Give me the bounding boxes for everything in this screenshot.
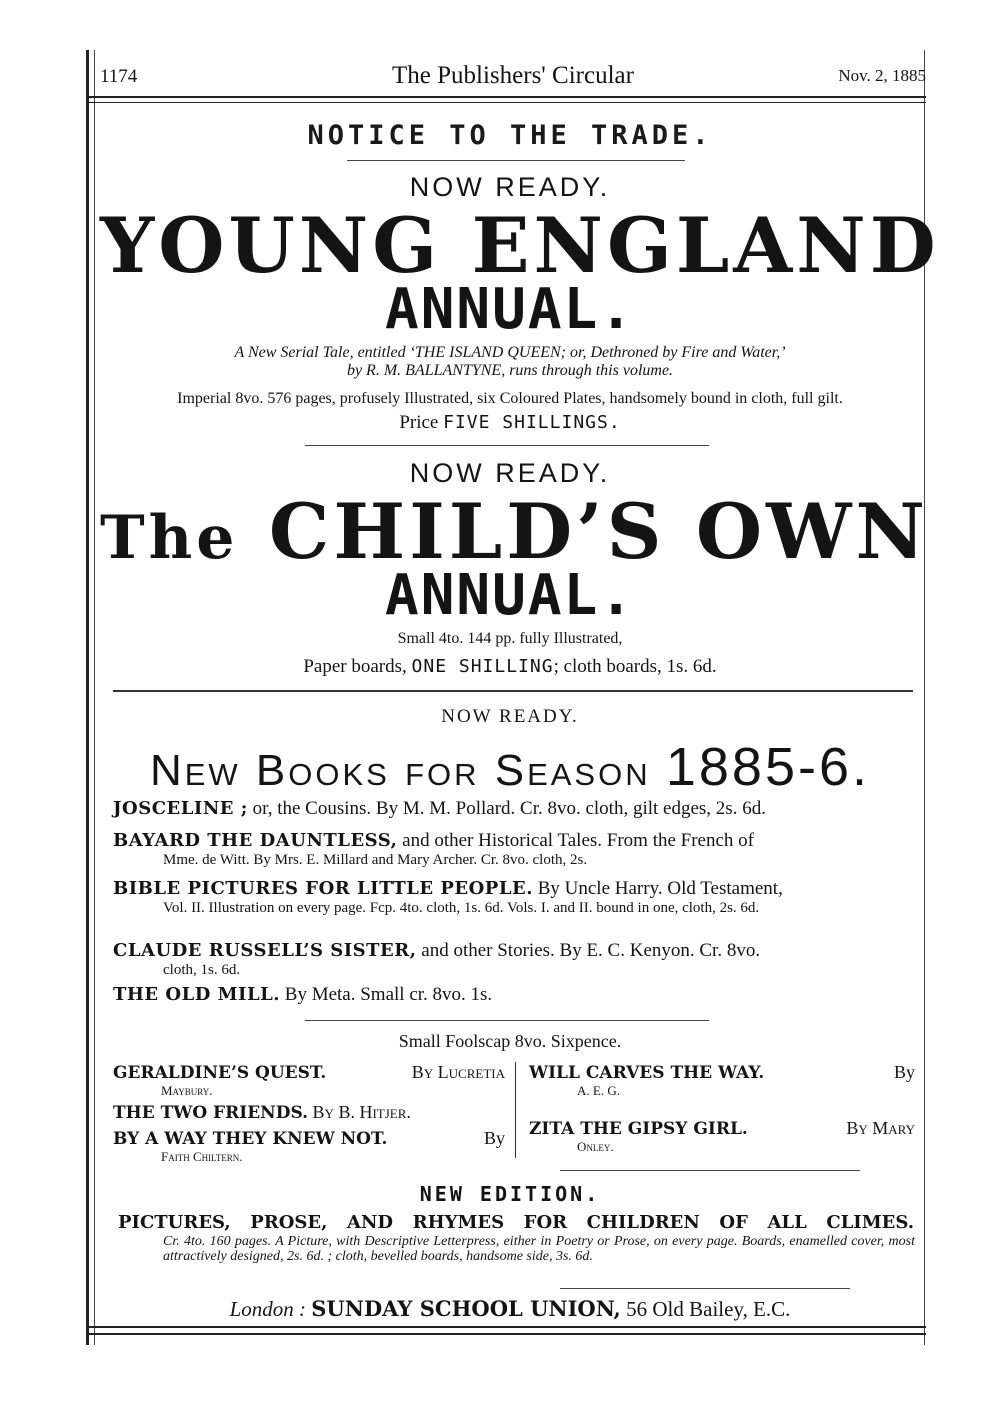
book-sub-info: cloth, 1s. 6d. bbox=[163, 962, 241, 978]
footer-address: 56 Old Bailey, E.C. bbox=[626, 1297, 791, 1321]
price-line bbox=[100, 412, 920, 434]
book-title: CLAUDE RUSSELL’S SISTER, bbox=[113, 940, 417, 961]
publication-title: The Publishers' Circular bbox=[392, 62, 634, 89]
book-author: Maybury. bbox=[161, 1083, 213, 1098]
childs-own-title bbox=[100, 487, 929, 576]
book-by: By bbox=[893, 1062, 915, 1082]
footer-city: London : bbox=[229, 1297, 307, 1321]
book-entry bbox=[113, 940, 913, 978]
left-column bbox=[113, 1062, 505, 1164]
price-part: ; cloth boards, 1s. 6d. bbox=[553, 656, 717, 677]
sixpence-entry bbox=[529, 1118, 915, 1154]
right-column bbox=[529, 1062, 915, 1154]
season-years: 1885-6. bbox=[665, 737, 871, 797]
now-ready-label: NOW READY. bbox=[409, 172, 611, 202]
book-author: A. E. G. bbox=[577, 1083, 620, 1098]
new-edition-title: PICTURES, PROSE, AND RHYMES FOR CHILDREN OF ALL CLIMES. bbox=[118, 1212, 914, 1233]
book-title: WILL CARVES THE WAY. bbox=[529, 1063, 765, 1083]
price-part: ONE SHILLING bbox=[411, 656, 554, 677]
new-edition-heading: NEW EDITION. bbox=[419, 1182, 601, 1206]
price-value: FIVE SHILLINGS. bbox=[443, 412, 621, 433]
left-border-rule bbox=[86, 50, 95, 1345]
issue-date: Nov. 2, 1885 bbox=[838, 66, 926, 85]
now-ready-label: NOW READY. bbox=[441, 706, 579, 727]
book-title: THE OLD MILL. bbox=[113, 984, 281, 1005]
book-entry bbox=[113, 984, 913, 1006]
book-by: By B. Hitjer. bbox=[312, 1102, 411, 1122]
book-by: By Lucretia bbox=[411, 1062, 505, 1082]
annual-word: ANNUAL. bbox=[384, 277, 635, 342]
price-prefix: Price bbox=[399, 412, 439, 433]
book-title: THE TWO FRIENDS. bbox=[113, 1103, 309, 1123]
season-title bbox=[100, 737, 920, 797]
price-part: Paper boards, bbox=[303, 656, 407, 677]
young-england-title: YOUNG ENGLAND bbox=[100, 201, 940, 290]
publisher-footer bbox=[100, 1296, 920, 1322]
book-title: JOSCELINE ; bbox=[113, 798, 248, 819]
sixpence-columns bbox=[113, 1062, 913, 1162]
title-the: The bbox=[100, 503, 239, 573]
page-number: 1174 bbox=[100, 66, 138, 87]
running-header bbox=[100, 62, 926, 94]
annual-word: ANNUAL. bbox=[384, 563, 635, 628]
book-title: ZITA THE GIPSY GIRL. bbox=[529, 1119, 748, 1139]
book-entry bbox=[113, 830, 913, 868]
title-childs-own: CHILD’S OWN bbox=[268, 487, 929, 576]
divider bbox=[305, 1020, 709, 1021]
book-by: By bbox=[483, 1128, 505, 1148]
sixpence-entry bbox=[113, 1128, 505, 1164]
book-details: Imperial 8vo. 576 pages, profusely Illustrated, six Coloured Plates, handsomely bound in cloth, full gilt. bbox=[177, 390, 843, 407]
book-details: Small 4to. 144 pp. fully Illustrated, bbox=[397, 630, 623, 647]
book-entry bbox=[113, 878, 913, 916]
full-divider bbox=[113, 690, 913, 692]
divider bbox=[560, 1288, 850, 1289]
column-divider bbox=[515, 1062, 516, 1158]
divider bbox=[560, 1170, 860, 1171]
book-by: By Mary bbox=[846, 1118, 915, 1138]
season-title-text: New Books for Season bbox=[149, 746, 651, 795]
author-desc: by R. M. BALLANTYNE, runs through this volume. bbox=[346, 362, 674, 379]
serial-tale-desc: A New Serial Tale, entitled ‘THE ISLAND QUEEN; or, Dethroned by Fire and Water,’ bbox=[234, 344, 786, 361]
sixpence-entry bbox=[113, 1102, 505, 1124]
notice-heading: NOTICE TO THE TRADE. bbox=[307, 120, 713, 151]
book-title: BY A WAY THEY KNEW NOT. bbox=[113, 1129, 388, 1149]
book-sub-info: Vol. II. Illustration on every page. Fcp. 4to. cloth, 1s. 6d. Vols. I. and II. bound in one, cloth, 2s. 6d. bbox=[163, 900, 760, 916]
book-info: or, the Cousins. By M. M. Pollard. Cr. 8vo. cloth, gilt edges, 2s. 6d. bbox=[252, 798, 766, 819]
sixpence-entry bbox=[529, 1062, 915, 1098]
sixpence-entry bbox=[113, 1062, 505, 1098]
book-info: By Uncle Harry. Old Testament, bbox=[537, 878, 783, 899]
now-ready-label: NOW READY. bbox=[409, 458, 611, 488]
footer-double-rule bbox=[86, 1326, 926, 1335]
price-line bbox=[100, 656, 920, 678]
header-double-rule bbox=[86, 96, 926, 103]
book-author: Faith Chiltern. bbox=[161, 1149, 243, 1164]
book-info: By Meta. Small cr. 8vo. 1s. bbox=[284, 984, 493, 1005]
divider bbox=[305, 445, 709, 446]
book-info: and other Historical Tales. From the French of bbox=[402, 830, 754, 851]
book-author: Onley. bbox=[577, 1139, 614, 1154]
book-info: and other Stories. By E. C. Kenyon. Cr. 8vo. bbox=[421, 940, 761, 961]
book-entry bbox=[113, 798, 913, 820]
book-sub-info: Mme. de Witt. By Mrs. E. Millard and Mary Archer. Cr. 8vo. cloth, 2s. bbox=[163, 852, 588, 868]
footer-publisher: SUNDAY SCHOOL UNION, bbox=[311, 1296, 621, 1321]
divider bbox=[347, 160, 685, 161]
book-title: GERALDINE’S QUEST. bbox=[113, 1063, 327, 1083]
new-edition-desc: Cr. 4to. 160 pages. A Picture, with Descriptive Letterpress, either in Poetry or Prose, on every page. Boards, enamelled cover, most attractively designed, 2s. 6d. ; cloth, bevelled boards, handsome side, 3s. 6d. bbox=[163, 1234, 915, 1264]
book-title: BIBLE PICTURES FOR LITTLE PEOPLE. bbox=[113, 878, 533, 899]
sixpence-heading: Small Foolscap 8vo. Sixpence. bbox=[398, 1031, 622, 1051]
book-title: BAYARD THE DAUNTLESS, bbox=[113, 830, 398, 851]
